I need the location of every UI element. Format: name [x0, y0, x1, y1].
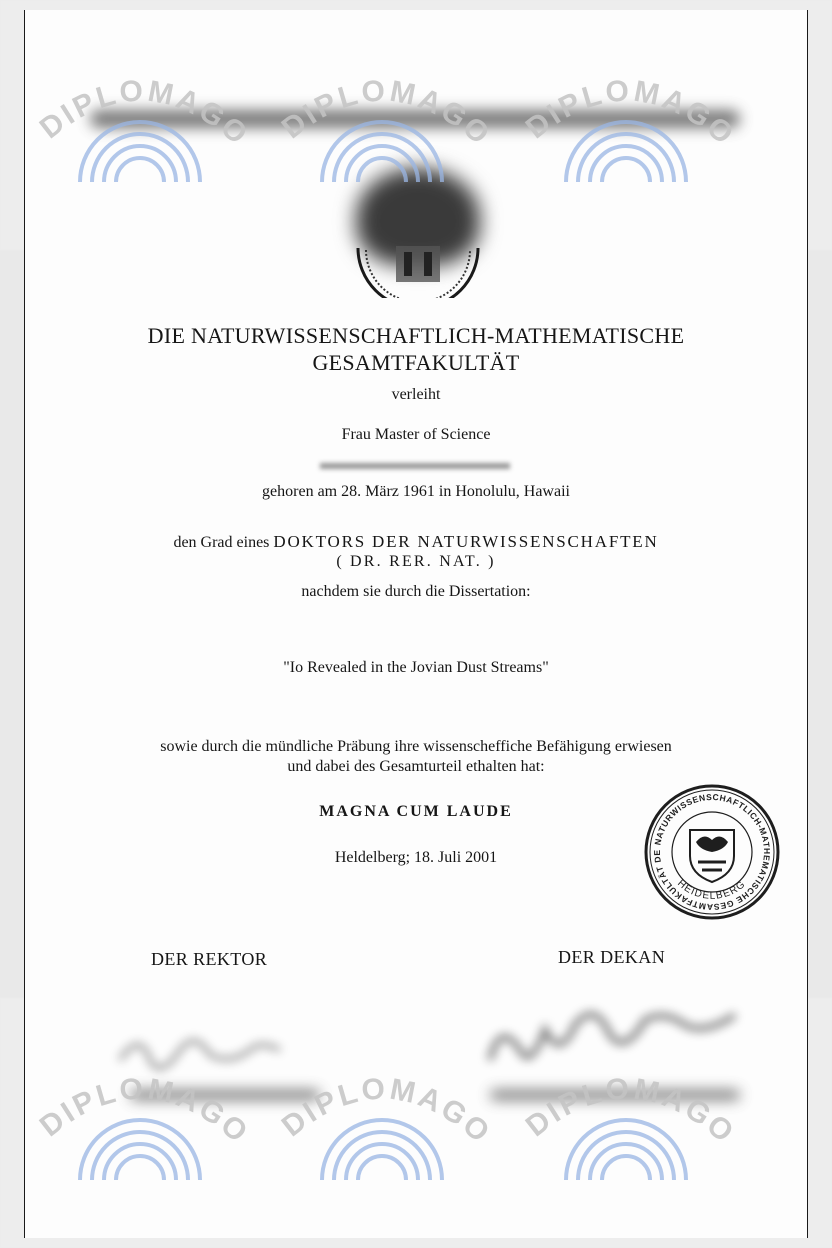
- watermark-logo: [33, 72, 256, 182]
- degree-abbreviation: ( DR. RER. NAT. ): [336, 553, 496, 570]
- watermark-logo: [275, 1070, 498, 1180]
- watermark-logo: [519, 72, 742, 182]
- grade: MAGNA CUM LAUDE: [319, 803, 513, 820]
- birth-details: gehoren am 28. März 1961 in Honolulu, Hawaii: [262, 483, 570, 500]
- signatory-dean: DER DEKAN: [558, 947, 666, 967]
- signatory-rector: DER REKTOR: [151, 949, 268, 969]
- stamp-city: HEIDELBERG: [675, 877, 749, 902]
- svg-text:DIPLOMAGO: DIPLOMAGO: [33, 1072, 256, 1151]
- degree-name: DOKTORS DER NATURWISSENSCHAFTEN: [273, 532, 659, 551]
- faculty-title-line1: DIE NATURWISSENSCHAFTLICH-MATHEMATISCHE: [147, 323, 685, 348]
- watermark-logo: [33, 1070, 256, 1180]
- svg-text:DIPLOMAGO: DIPLOMAGO: [519, 74, 742, 153]
- awards-verb: verleiht: [391, 386, 441, 403]
- exam-statement-line2: und dabei des Gesamturteil ethalten hat:: [287, 758, 545, 775]
- svg-text:DIPLOMAGO: DIPLOMAGO: [33, 74, 256, 153]
- dissertation-title: "Io Revealed in the Jovian Dust Streams": [283, 659, 549, 676]
- degree-prefix: den Grad eines: [173, 534, 270, 551]
- place-and-date: Heldelberg; 18. Juli 2001: [334, 849, 498, 866]
- university-seal: [356, 168, 480, 298]
- recipient-title: Frau Master of Science: [341, 426, 491, 443]
- svg-text:DIPLOMAGO: DIPLOMAGO: [519, 1072, 742, 1151]
- faculty-title-line2: GESAMTFAKULTÄT: [312, 350, 520, 375]
- lion-shield-icon: [690, 830, 734, 882]
- exam-statement-line1: sowie durch die mündliche Präbung ihre wissenscheffiche Befähigung erwiesen: [160, 738, 672, 755]
- dissertation-intro: nachdem sie durch die Dissertation:: [301, 583, 531, 600]
- watermark-logo: [275, 72, 498, 182]
- faculty-stamp: [642, 782, 782, 922]
- degree-line: [24, 532, 808, 552]
- svg-text:DIPLOMAGO: DIPLOMAGO: [275, 1072, 498, 1151]
- watermark-logo: [519, 1070, 742, 1180]
- stamp-ring-text: NATURWISSENSCHAFTLICH-MATHEMATISCHE GESAMTFAKULTÄT DE: [651, 791, 773, 913]
- obscured-recipient-name: [320, 463, 510, 469]
- svg-text:DIPLOMAGO: DIPLOMAGO: [275, 74, 498, 153]
